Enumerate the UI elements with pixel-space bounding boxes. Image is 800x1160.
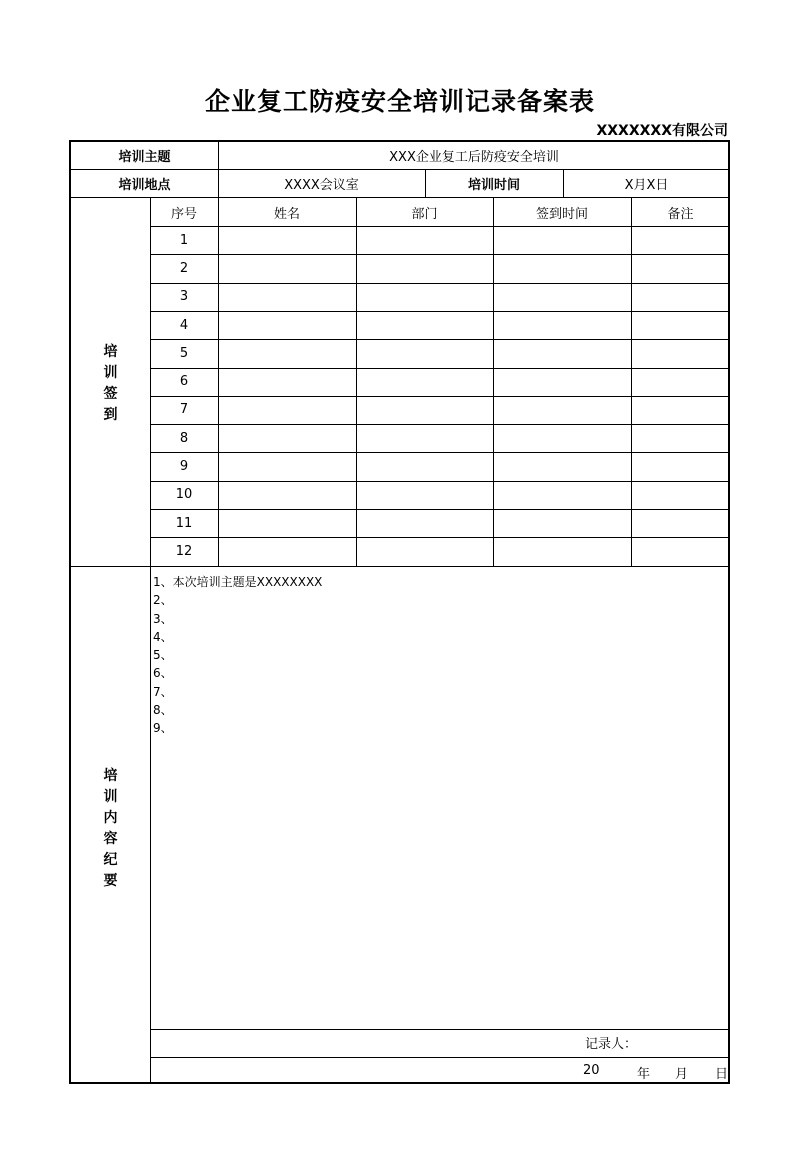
section-label-char: 培 — [103, 768, 118, 784]
row-number: 4 — [179, 317, 189, 333]
table-row-line — [150, 481, 730, 482]
section-label-char: 签 — [103, 386, 118, 402]
table-row-line — [150, 424, 730, 425]
section-label-char: 容 — [103, 831, 118, 847]
row-divider — [150, 1057, 730, 1058]
date-day: 日 — [715, 1067, 729, 1082]
row-number: 5 — [179, 345, 189, 361]
table-row-line — [150, 254, 730, 255]
content-item: 4、 — [153, 629, 173, 644]
time-label: 培训时间 — [467, 178, 520, 193]
table-row-line — [150, 339, 730, 340]
col-header-remarks: 备注 — [667, 206, 694, 222]
time-value: X月X日 — [624, 178, 669, 193]
col-header-signin-time: 签到时间 — [535, 206, 588, 222]
training-content-notes — [153, 573, 322, 738]
date-year: 年 — [637, 1067, 651, 1082]
content-item: 7、 — [153, 684, 173, 699]
table-row-line — [150, 452, 730, 453]
section-label-char: 到 — [103, 407, 118, 423]
table-row-line — [150, 509, 730, 510]
section-label-char: 要 — [103, 873, 118, 889]
table-row-line — [150, 311, 730, 312]
training-record-form — [69, 140, 730, 1084]
row-number: 12 — [175, 543, 193, 559]
section-divider — [71, 566, 730, 567]
signin-section-label — [71, 342, 150, 426]
content-item: 8、 — [153, 703, 173, 718]
content-item: 6、 — [153, 666, 173, 681]
content-section-label — [71, 766, 150, 892]
table-row-line — [150, 537, 730, 538]
section-label-char: 培 — [103, 344, 118, 360]
col-header-seq: 序号 — [170, 206, 197, 222]
row-number: 6 — [179, 374, 189, 390]
section-label-char: 内 — [103, 810, 118, 826]
col-divider — [631, 197, 632, 566]
row-divider — [150, 1029, 730, 1030]
table-row-line — [150, 226, 730, 227]
col-divider — [493, 197, 494, 566]
section-label-char: 训 — [103, 789, 118, 805]
content-item: 3、 — [153, 611, 173, 626]
content-item: 9、 — [153, 721, 173, 736]
date-year-prefix: 20 — [583, 1063, 600, 1078]
row-number: 8 — [179, 430, 189, 446]
table-row-line — [150, 368, 730, 369]
col-header-name: 姓名 — [273, 206, 300, 222]
page-title: 企业复工防疫安全培训记录备案表 — [204, 87, 595, 116]
section-label-char: 纪 — [103, 852, 118, 868]
content-item: 2、 — [153, 593, 173, 608]
row-number: 10 — [175, 487, 193, 503]
company-name: XXXXXXX有限公司 — [596, 123, 728, 139]
row-number: 2 — [179, 260, 189, 276]
col-header-department: 部门 — [411, 206, 438, 222]
topic-value: XXX企业复工后防疫安全培训 — [389, 150, 559, 165]
date-month: 月 — [675, 1067, 689, 1082]
row-number: 1 — [179, 232, 189, 248]
row-number: 11 — [175, 515, 193, 531]
recorder-label: 记录人： — [585, 1037, 638, 1052]
row-number: 9 — [179, 459, 189, 475]
row-number: 3 — [179, 289, 189, 305]
section-label-char: 训 — [103, 365, 118, 381]
row-number: 7 — [179, 402, 189, 418]
content-item: 1、本次培训主题是XXXXXXXX — [153, 575, 323, 589]
location-value: XXXX会议室 — [284, 178, 359, 193]
table-row-line — [150, 283, 730, 284]
location-label: 培训地点 — [118, 178, 171, 193]
content-item: 5、 — [153, 648, 173, 663]
col-divider — [356, 197, 357, 566]
table-row-line — [150, 396, 730, 397]
col-divider — [218, 197, 219, 566]
topic-label: 培训主题 — [118, 150, 171, 165]
